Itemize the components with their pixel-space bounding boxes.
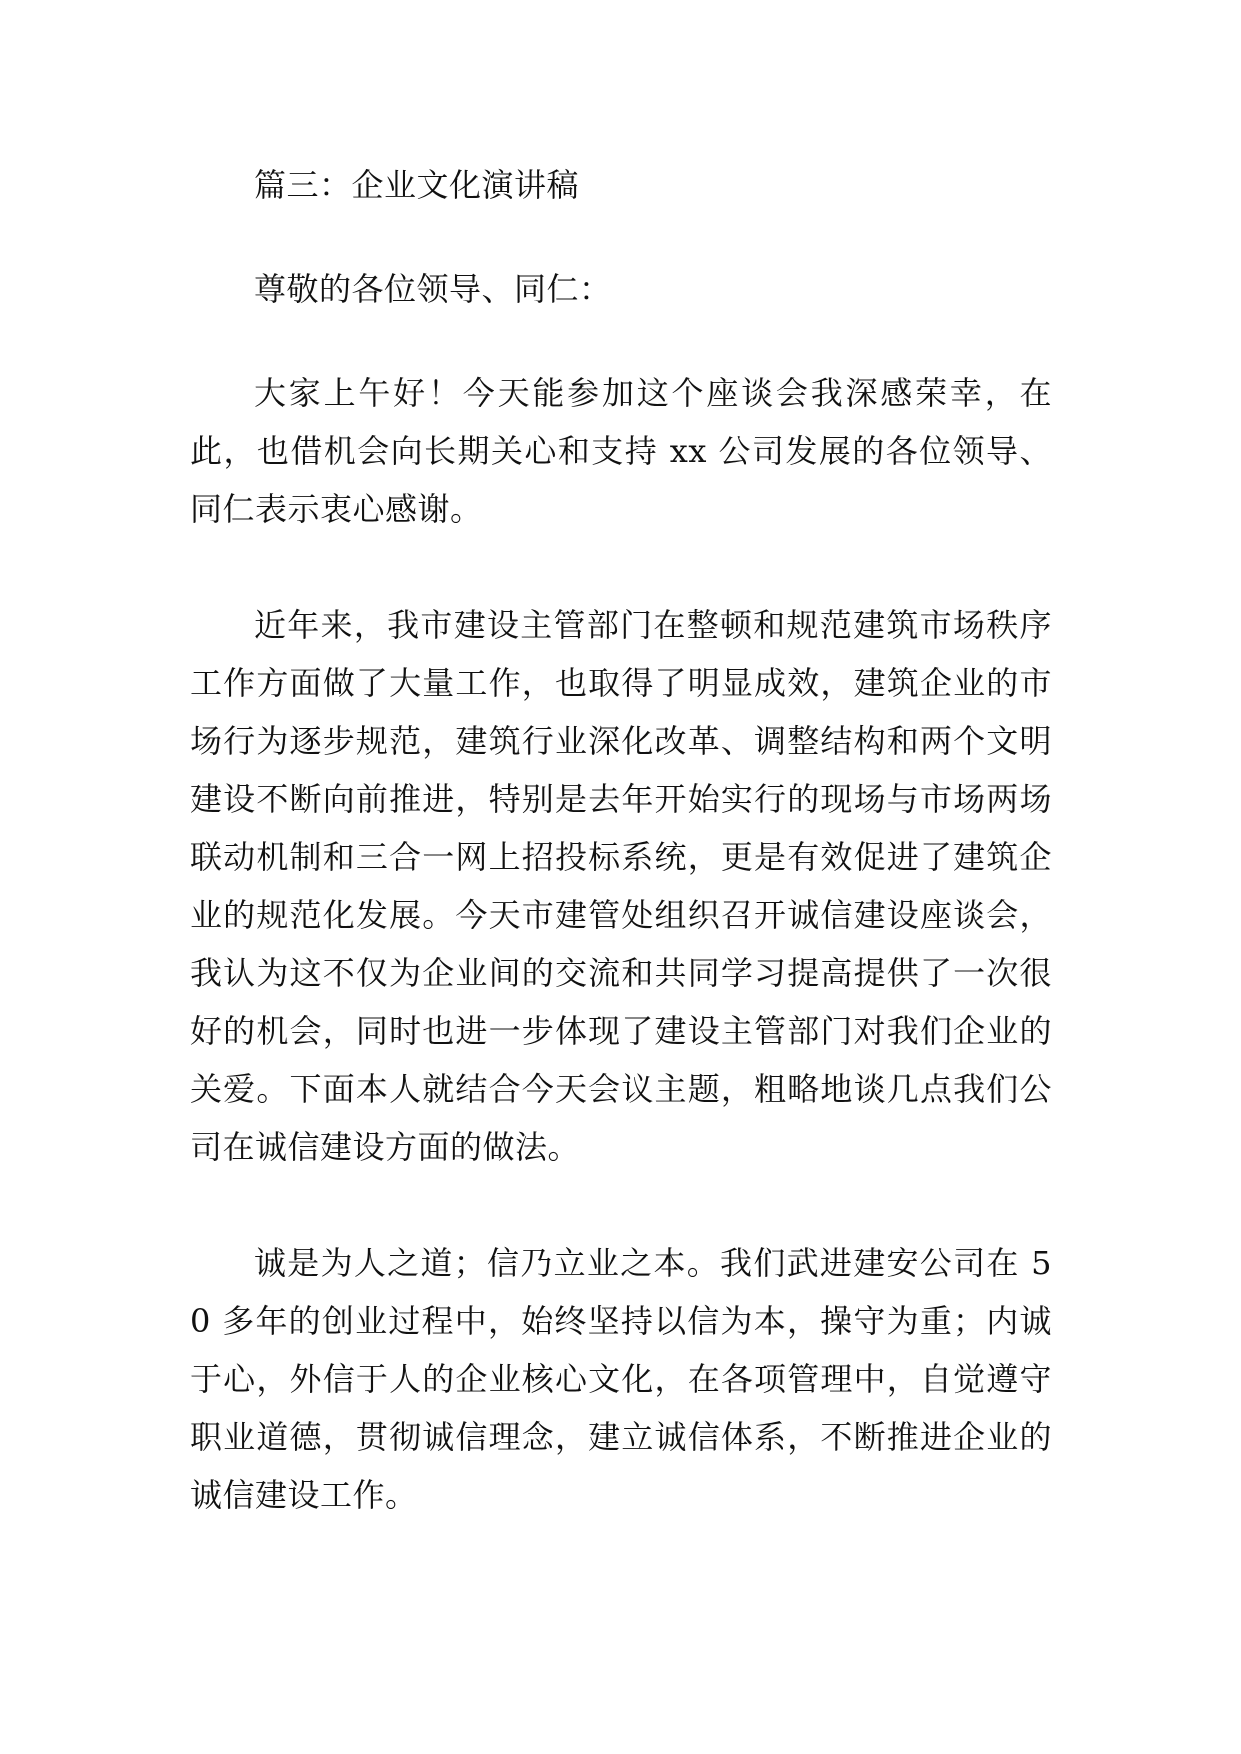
greeting-line: 尊敬的各位领导、同仁： [254, 270, 612, 308]
paragraph-integrity: 诚是为人之道；信乃立业之本。我们武进建安公司在 50 多年的创业过程中，始终坚持以信为本，操守为重；内诚于心，外信于人的企业核心文化，在各项管理中，自觉遵守职业道德，贯彻诚信理念，建立诚信体系，不断推进企业的诚信建设工作。 [190, 1244, 1052, 1514]
paragraph-opening: 大家上午好！今天能参加这个座谈会我深感荣幸，在此，也借机会向长期关心和支持 xx 公司发展的各位领导、同仁表示衷心感谢。 [190, 374, 1052, 528]
paragraph-background: 近年来，我市建设主管部门在整顿和规范建筑市场秩序工作方面做了大量工作，也取得了明显成效，建筑企业的市场行为逐步规范，建筑行业深化改革、调整结构和两个文明建设不断向前推进，特别是去年开始实行的现场与市场两场联动机制和三合一网上招投标系统，更是有效促进了建筑企业的规范化发展。今天市建管处组织召开诚信建设座谈会，我认为这不仅为企业间的交流和共同学习提高提供了一次很好的机会，同时也进一步体现了建设主管部门对我们企业的关爱。下面本人就结合今天会议主题，粗略地谈几点我们公司在诚信建设方面的做法。 [190, 606, 1052, 1166]
document-title: 篇三：企业文化演讲稿 [254, 166, 580, 204]
document-body [190, 156, 1052, 1582]
